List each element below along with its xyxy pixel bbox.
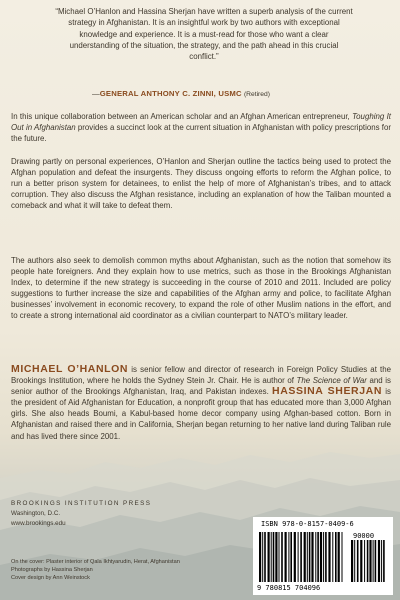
author2-name: HASSINA SHERJAN	[272, 385, 383, 398]
intro-text-start: In this unique collaboration between an American scholar and an Afghan American entrepreneur,	[11, 112, 353, 121]
publisher-block	[11, 499, 151, 529]
author1-name: MICHAEL O’HANLON	[11, 363, 129, 375]
isbn-label: ISBN 978-0-8157-0409-6	[261, 520, 354, 528]
credit-line: Photographs by Hassina Sherjan	[11, 566, 93, 573]
tactics-paragraph: Drawing partly on personal experiences, O’Hanlon and Sherjan outline the tactics being used to protect the Afghan population and defeat the insurgents. They discuss ongoing efforts to reform the Afghan police, to run a better prison system for detainees, to enlist the help of more of Afghanistan’s tribes, and to attack corruption. They also discuss the Afghan resistance, including an explanation of how the Taliban mounted a comeback and what it will take to defeat them.	[11, 157, 391, 211]
ean-digits-text: 9 780815 704096	[257, 584, 321, 592]
book-title: Toughing It Out in Afghanistan	[11, 112, 391, 133]
publisher-city: Washington, D.C.	[11, 510, 61, 517]
author2-bio: is the president of Aid Afghanistan for Education, a nonprofit group that has educated more than 3,000 Afghan girls. She also heads Boumi, a Kabul-based home decor company using Afghan-based cotton. Born in Afghanistan and raised there and in California, Sherjan began returning to her native land during Taliban rule and has lived there since 2001.	[11, 387, 391, 441]
author1-book-title: The Science of War	[296, 376, 367, 386]
credit-line: Cover design by Ann Weinstock	[11, 574, 90, 581]
credit-line: On the cover: Plaster interior of Qala Ikhtyarudin, Herat, Afghanistan	[11, 559, 180, 565]
author-bios	[11, 364, 391, 442]
endorser-retired-note: (Retired)	[243, 91, 270, 98]
endorsement-quote: “Michael O’Hanlon and Hassina Sherjan have written a superb analysis of the current strategy in Afghanistan. It is an insightful work by two authors with exceptional knowledge and experience. It is a must-read for those who want a clear understanding of the situation, the strategy, and the path ahead in this crucial conflict.”	[55, 7, 353, 62]
author1-bio-start: is senior fellow and director of research in Foreign Policy Studies at the Brookings Institution, where he holds the Sydney Stein Jr. Chair. He is author of	[11, 365, 392, 386]
barcode-bars	[257, 530, 389, 592]
barcode	[253, 517, 393, 595]
publisher-name: BROOKINGS INSTITUTION PRESS	[11, 500, 152, 507]
publisher-url: www.brookings.edu	[11, 520, 66, 527]
intro-text-end: provides a succinct look at the current situation in Afghanistan with policy prescriptions for the future.	[11, 123, 391, 144]
attribution-dash: —	[92, 89, 100, 98]
endorser-name: GENERAL ANTHONY C. ZINNI, USMC	[99, 89, 242, 98]
intro-paragraph	[11, 111, 391, 144]
cover-credits	[11, 559, 180, 582]
price-code-text: 90000	[353, 532, 375, 540]
myths-paragraph: The authors also seek to demolish common myths about Afghanistan, such as the notion that somehow its people hate foreigners. And they explain how to use metrics, such as those in the Brookings Afghanistan Index, to determine if the new strategy is succeeding in the course of 2010 and 2011. Included are policy suggestions to further increase the size and capabilities of the Afghan army and police, to facilitate Afghan businesses’ involvement in economic recovery, to expand the role of other Muslim nations in the effort, and to create a strong international aid coordinator as a civilian counterpart to NATO’s military leader.	[11, 256, 391, 321]
author1-bio-end: and is senior author of the Brookings Afghanistan, Iraq, and Pakistan indexes.	[11, 376, 391, 397]
endorsement-attribution	[92, 89, 362, 98]
